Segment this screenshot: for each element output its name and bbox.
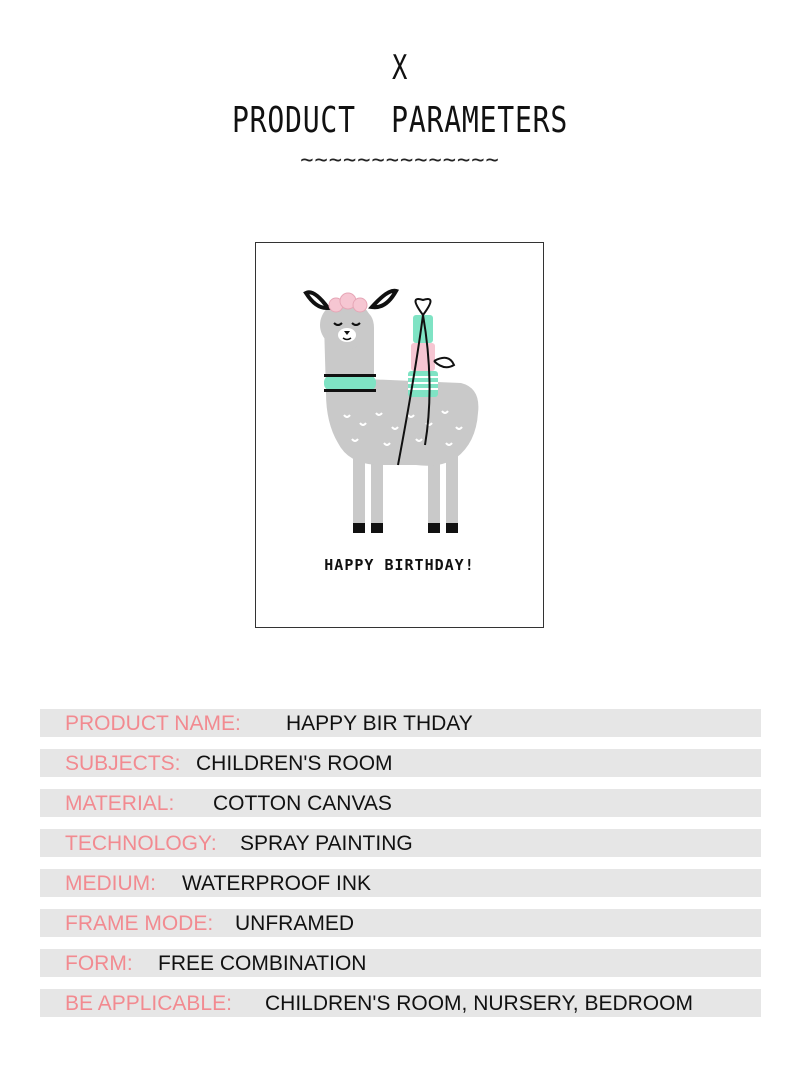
flower-crown xyxy=(329,293,367,312)
param-value: WATERPROOF INK xyxy=(182,872,371,895)
page-title: PRODUCT PARAMETERS xyxy=(231,100,569,141)
header-close-glyph: X xyxy=(391,48,409,88)
product-poster xyxy=(255,242,544,628)
llama-collar xyxy=(324,376,376,390)
param-row-technology xyxy=(40,829,761,857)
param-value: COTTON CANVAS xyxy=(213,792,392,815)
param-label: PRODUCT NAME: xyxy=(65,712,241,735)
title-divider: ~~~~~~~~~~~~~~ xyxy=(300,148,500,173)
param-value: SPRAY PAINTING xyxy=(240,832,413,855)
param-value: CHILDREN'S ROOM, NURSERY, BEDROOM xyxy=(265,992,693,1015)
llama-ear-left xyxy=(306,292,328,308)
param-row-form xyxy=(40,949,761,977)
poster-caption: HAPPY BIRTHDAY! xyxy=(324,556,475,574)
llama-ear-right xyxy=(372,291,396,307)
param-value: UNFRAMED xyxy=(235,912,354,935)
param-label: MATERIAL: xyxy=(65,792,175,815)
param-row-product-name xyxy=(40,709,761,737)
llama-hooves xyxy=(353,523,458,533)
param-label: TECHNOLOGY: xyxy=(65,832,217,855)
param-label: BE APPLICABLE: xyxy=(65,992,232,1015)
param-row-material xyxy=(40,789,761,817)
param-label: SUBJECTS: xyxy=(65,752,181,775)
param-value: HAPPY BIR THDAY xyxy=(286,712,473,735)
param-value: CHILDREN'S ROOM xyxy=(196,752,393,775)
param-row-medium xyxy=(40,869,761,897)
param-label: FORM: xyxy=(65,952,133,975)
param-label: MEDIUM: xyxy=(65,872,156,895)
param-row-frame-mode xyxy=(40,909,761,937)
param-row-be-applicable xyxy=(40,989,761,1017)
param-label: FRAME MODE: xyxy=(65,912,214,935)
param-row-subjects xyxy=(40,749,761,777)
param-value: FREE COMBINATION xyxy=(158,952,367,975)
